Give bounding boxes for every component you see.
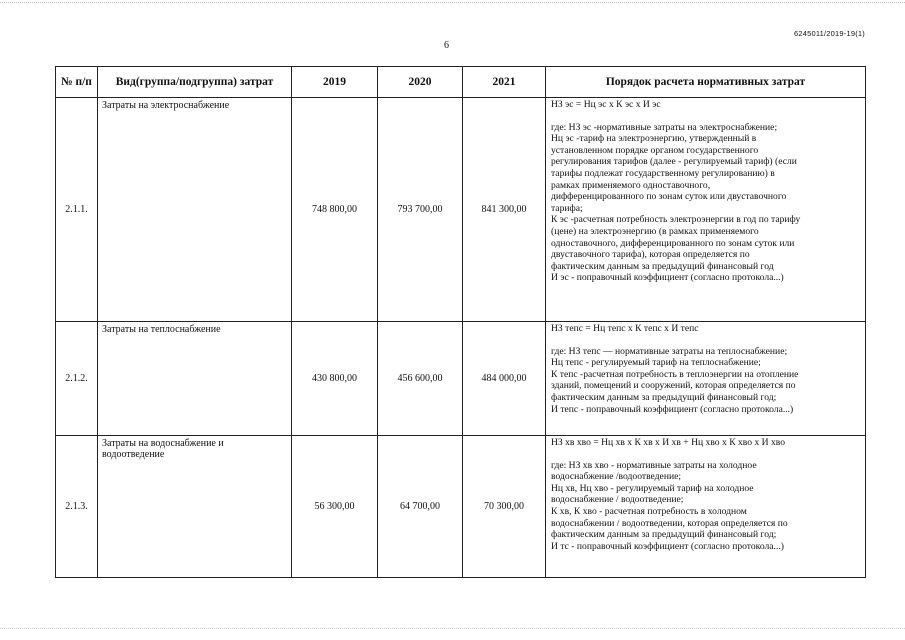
calc-line: Нц эс -тариф на электроэнергию, утвержденный в bbox=[551, 133, 757, 145]
calc-line: одноставочного, дифференцированного по зонам суток или bbox=[551, 237, 795, 249]
calc-line: И тепс - поправочный коэффициент (согласно протокола...) bbox=[551, 403, 794, 415]
value-2020: 456 600,00 bbox=[378, 322, 463, 436]
row-number: 2.1.2. bbox=[56, 322, 98, 436]
value-2020: 793 700,00 bbox=[378, 98, 463, 322]
calc-line: фактическим данным за предыдущий финансовый год; bbox=[551, 529, 777, 541]
calc-method bbox=[546, 98, 866, 322]
formula: НЗ хв хво = Нц хв х К хв х И хв + Нц хво х К хво х И хво bbox=[551, 437, 786, 448]
cost-type-name: Затраты на теплоснабжение bbox=[98, 322, 292, 436]
cost-table bbox=[55, 66, 866, 578]
row-number: 2.1.3. bbox=[56, 436, 98, 578]
col-header-num: № п/п bbox=[56, 67, 98, 98]
value-2020: 64 700,00 bbox=[378, 436, 463, 578]
col-header-2019: 2019 bbox=[292, 67, 378, 98]
calc-line: Нц хв, Нц хво - регулируемый тариф на холодное bbox=[551, 482, 754, 494]
row-number: 2.1.1. bbox=[56, 98, 98, 322]
calc-method bbox=[546, 322, 866, 436]
scan-artifact-bottom bbox=[0, 628, 905, 632]
calc-line: фактическим данным за предыдущий финансовый год; bbox=[551, 391, 777, 403]
value-2021: 484 000,00 bbox=[463, 322, 546, 436]
col-header-2021: 2021 bbox=[463, 67, 546, 98]
table-header-row bbox=[56, 67, 866, 98]
page-number: 6 bbox=[444, 40, 449, 51]
formula: НЗ эс = Нц эс х К эс х И эс bbox=[551, 99, 661, 110]
value-2019: 56 300,00 bbox=[292, 436, 378, 578]
calc-line: К тепс -расчетная потребность в теплоэнергии на отопление bbox=[551, 368, 799, 380]
cost-type-name: Затраты на электроснабжение bbox=[98, 98, 292, 322]
calc-line: водоснабжении / водоотведении, которая определяется по bbox=[551, 517, 788, 529]
calc-line: фактическим данным за предыдущий финансовый год bbox=[551, 260, 774, 272]
calc-line: (цене) на электроэнергию (в рамках применяемого bbox=[551, 225, 759, 237]
col-header-2020: 2020 bbox=[378, 67, 463, 98]
calc-line: рамках применяемого одноставочного, bbox=[551, 179, 711, 191]
calc-line: где: НЗ эс -нормативные затраты на электроснабжение; bbox=[551, 121, 778, 133]
calc-line: К хв, К хво - расчетная потребность в холодном bbox=[551, 505, 747, 517]
calc-line: дифференцированного по зонам суток или двуставочного bbox=[551, 191, 787, 203]
table-row bbox=[56, 436, 866, 578]
calc-line: Нц тепс - регулируемый тариф на теплоснабжение; bbox=[551, 357, 761, 369]
calc-line: двуставочного тарифа), которая определяется по bbox=[551, 249, 750, 261]
col-header-name: Вид(группа/подгруппа) затрат bbox=[98, 67, 292, 98]
calc-line: установленном порядке органом государственного bbox=[551, 144, 759, 156]
calc-line: водоснабжение /водоотведение; bbox=[551, 471, 682, 483]
document-number: 6245011/2019-19(1) bbox=[793, 29, 865, 38]
calc-line: К эс -расчетная потребность электроэнергии в год по тарифу bbox=[551, 214, 801, 226]
calc-line: тарифы подлежат государственному регулированию) в bbox=[551, 167, 775, 179]
calc-line: где: НЗ тепс — нормативные затраты на теплоснабжение; bbox=[551, 345, 788, 357]
calc-line: тарифа; bbox=[551, 202, 583, 214]
calc-line: И эс - поправочный коэффициент (согласно протокола...) bbox=[551, 272, 784, 284]
calc-line: регулирования тарифов (далее - регулируемый тариф) (если bbox=[551, 156, 797, 168]
value-2021: 70 300,00 bbox=[463, 436, 546, 578]
scan-artifact-top bbox=[0, 2, 905, 6]
formula: НЗ тепс = Нц тепс х К тепс х И тепс bbox=[551, 323, 699, 334]
calc-line: водоснабжение / водоотведение; bbox=[551, 494, 684, 506]
value-2019: 430 800,00 bbox=[292, 322, 378, 436]
col-header-calc: Порядок расчета нормативных затрат bbox=[546, 67, 866, 98]
calc-method bbox=[546, 436, 866, 578]
cost-type-name: Затраты на водоснабжение и водоотведение bbox=[98, 436, 292, 578]
table-row bbox=[56, 98, 866, 322]
calc-line: И тс - поправочный коэффициент (согласно протокола...) bbox=[551, 540, 784, 552]
calc-line: зданий, помещений и сооружений, которая определяется по bbox=[551, 380, 796, 392]
table-row bbox=[56, 322, 866, 436]
calc-line: где: НЗ хв хво - нормативные затраты на холодное bbox=[551, 459, 757, 471]
value-2019: 748 800,00 bbox=[292, 98, 378, 322]
value-2021: 841 300,00 bbox=[463, 98, 546, 322]
